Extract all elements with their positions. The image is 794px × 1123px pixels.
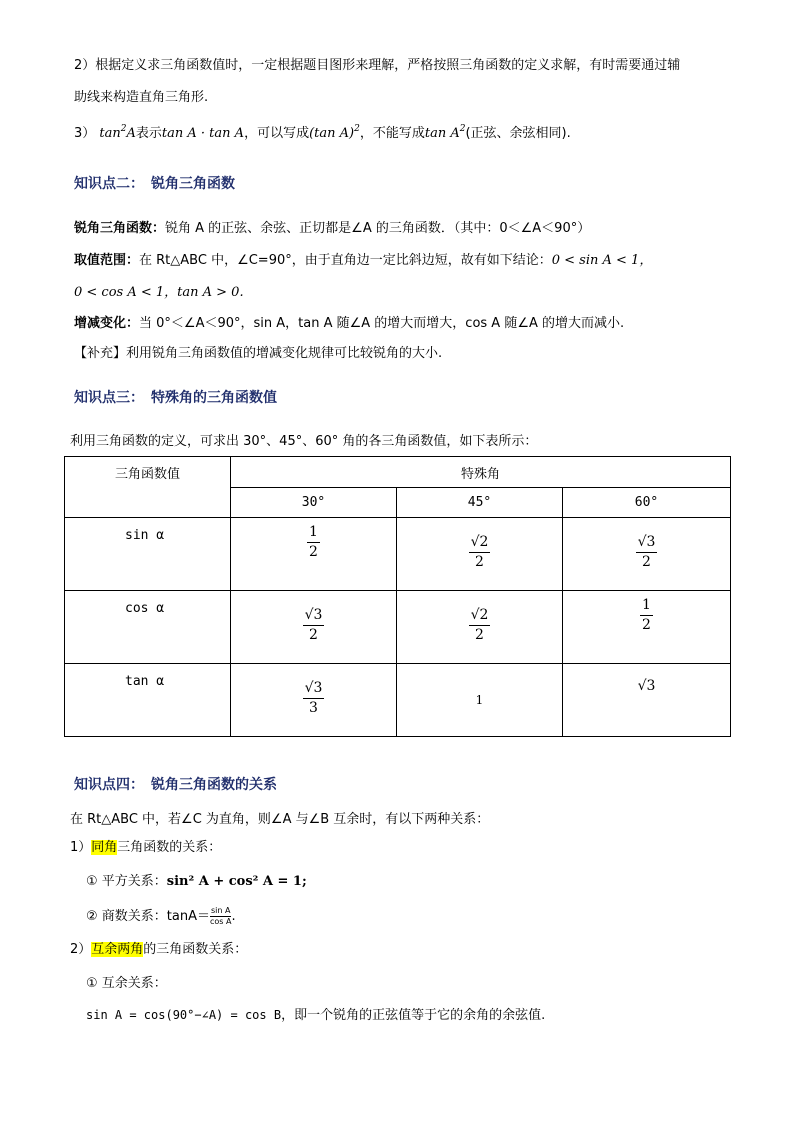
square-relation xyxy=(86,872,307,892)
complement-relation-label: ① 互余关系： xyxy=(86,976,167,991)
text-cannot: ，不能写成 xyxy=(359,126,425,141)
value-tan-30: $\frac{√3}{3}$ xyxy=(231,664,397,737)
paragraph-3 xyxy=(74,124,571,144)
value-tan-45: 1 xyxy=(397,664,563,737)
section-4-heading: 知识点四： 锐角三角函数的关系 xyxy=(74,777,277,793)
value-sin-30: $\frac{1}{2}$ xyxy=(231,518,397,591)
function-cell-cos: cos α xyxy=(65,591,231,664)
range-inequality-cos-tan: 0 < cos A < 1，tan A > 0. xyxy=(74,285,244,300)
text-note: (正弦、余弦相同). xyxy=(465,126,571,141)
text-means: 表示 xyxy=(135,126,162,141)
section-3-heading: 知识点三： 特殊角的三角函数值 xyxy=(74,390,277,406)
angle-header-45: 45° xyxy=(397,488,563,518)
range-line xyxy=(74,251,652,271)
section-2-heading: 知识点二： 锐角三角函数 xyxy=(74,176,235,192)
square-relation-formula: sin² A + cos² A = 1; xyxy=(166,874,307,889)
table-header-row xyxy=(65,457,731,488)
relation-1-heading: 1）同角三角函数的关系： xyxy=(70,840,222,855)
table-row xyxy=(65,518,731,591)
table-intro: 利用三角函数的定义，可求出 30°、45°、60° 角的各三角函数值，如下表所示： xyxy=(70,434,538,449)
supplement-text: 利用锐角三角函数值的增减变化规律可比较锐角的大小. xyxy=(126,346,443,361)
quotient-lhs: tanA＝ xyxy=(166,909,210,924)
table-row xyxy=(65,591,731,664)
value-cos-30: $\frac{√3}{2}$ xyxy=(231,591,397,664)
math-tan-a-squared: $\tan A^2$ xyxy=(424,124,466,141)
value-sin-45: $\frac{√2}{2}$ xyxy=(397,518,563,591)
quotient-relation-label: ② 商数关系： xyxy=(86,909,167,924)
complement-text: ，即一个锐角的正弦值等于它的余角的余弦值. xyxy=(281,1008,546,1023)
supplement-line xyxy=(74,344,442,364)
table-corner-cell: 三角函数值 xyxy=(65,457,231,518)
relation-2-heading: 2）互余两角的三角函数关系： xyxy=(70,942,248,957)
angle-header-30: 30° xyxy=(231,488,397,518)
paragraph-2-line-1: 2）根据定义求三角函数值时，一定根据题目图形来理解，严格按照三角函数的定义求解，有时需要通过辅 xyxy=(74,58,681,73)
math-tan-squared: $\tan^2A$ xyxy=(99,124,136,141)
relation-intro: 在 Rt△ABC 中，若∠C 为直角，则∠A 与∠B 互余时，有以下两种关系： xyxy=(70,812,490,827)
complement-formula: sin A = cos(90°−∠A) = cos B xyxy=(86,1008,282,1022)
math-paren-square: (tan A)$^2$ xyxy=(309,124,360,141)
item-number: 3） xyxy=(74,126,96,141)
value-tan-60: √3 xyxy=(563,664,731,737)
supplement-label: 【补充】 xyxy=(74,346,127,361)
range-inequality-sin: 0 < sin A < 1， xyxy=(551,253,653,268)
quotient-fraction: $\frac{\text{sin A}}{\text{cos A}}$ xyxy=(210,906,232,926)
value-cos-60: $\frac{1}{2}$ xyxy=(563,591,731,664)
function-cell-sin: sin α xyxy=(65,518,231,591)
definition-text: 锐角 A 的正弦、余弦、正切都是∠A 的三角函数．（其中：0＜∠A＜90°） xyxy=(165,221,591,236)
trig-values-table xyxy=(64,456,731,737)
range-text: 在 Rt△ABC 中，∠C=90°，由于直角边一定比斜边短，故有如下结论： xyxy=(139,253,552,268)
monotonic-label: 增减变化： xyxy=(74,316,140,331)
value-cos-45: $\frac{√2}{2}$ xyxy=(397,591,563,664)
angle-header-60: 60° xyxy=(563,488,731,518)
monotonic-text: 当 0°＜∠A＜90°，sin A，tan A 随∠A 的增大而增大，cos A 随∠A 的增大而减小. xyxy=(139,316,625,331)
quotient-relation: ② 商数关系：tanA＝ $\frac{\text{sin A}}{\text{cos A}}$ . xyxy=(86,906,236,926)
math-product: tan A · tan A xyxy=(161,126,245,141)
monotonic-line xyxy=(74,314,624,334)
table-row xyxy=(65,664,731,737)
definition-line xyxy=(74,219,590,239)
paragraph-2-line-2: 助线来构造直角三角形. xyxy=(74,90,209,105)
highlight-complementary-angles: 互余两角 xyxy=(91,942,144,957)
definition-label: 锐角三角函数： xyxy=(74,221,166,236)
function-cell-tan: tan α xyxy=(65,664,231,737)
table-group-header: 特殊角 xyxy=(231,457,731,488)
highlight-same-angle: 同角 xyxy=(91,840,118,855)
complement-relation xyxy=(86,1005,545,1026)
text-can-write: ，可以写成 xyxy=(244,126,310,141)
square-relation-label: ① 平方关系： xyxy=(86,874,167,889)
value-sin-60: $\frac{√3}{2}$ xyxy=(563,518,731,591)
range-label: 取值范围： xyxy=(74,253,140,268)
